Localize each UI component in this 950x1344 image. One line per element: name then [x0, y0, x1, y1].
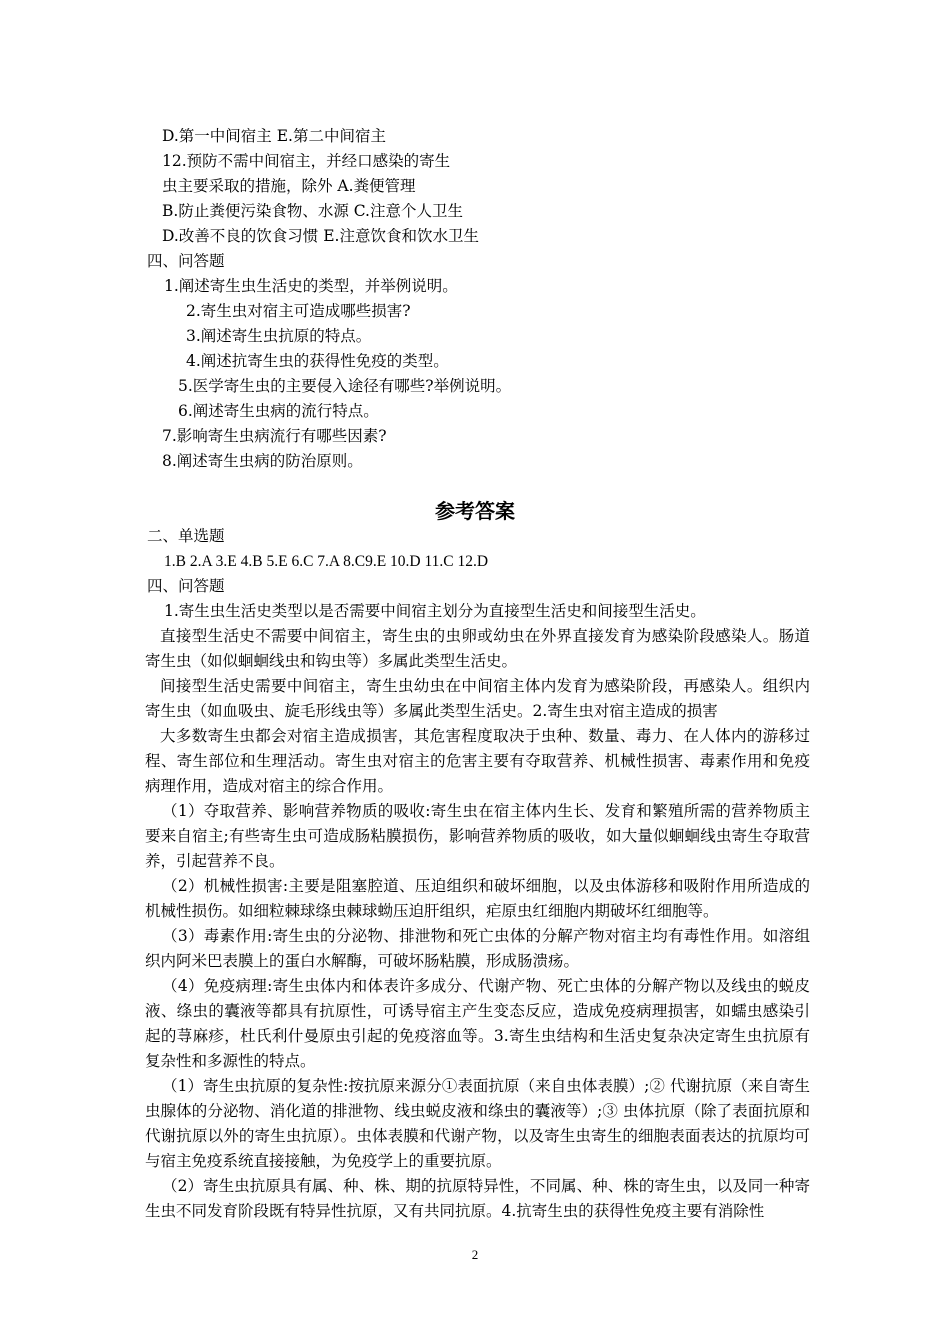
question-item: 6.阐述寄生虫病的流行特点。 — [178, 402, 379, 420]
answer-paragraph: （3）毒素作用:寄生虫的分泌物、排泄物和死亡虫体的分解产物对宿主均有毒性作用。如溶组织内阿米巴表膜上的蛋白水解酶，可破坏肠粘膜，形成肠溃疡。 — [145, 927, 810, 970]
question-item: 7.影响寄生虫病流行有哪些因素? — [162, 427, 387, 445]
answer-paragraph: （2）寄生虫抗原具有属、种、株、期的抗原特异性，不同属、种、株的寄生虫，以及同一种寄生虫不同发育阶段既有特异性抗原，又有共同抗原。4.抗寄生虫的获得性免疫主要有消除性 — [145, 1177, 810, 1220]
question-12: 12.预防不需中间宿主，并经口感染的寄生 — [162, 152, 451, 170]
question-item: 5.医学寄生虫的主要侵入途径有哪些?举例说明。 — [178, 377, 512, 395]
option-line: D.改善不良的饮食习惯 E.注意饮食和饮水卫生 — [162, 227, 479, 245]
answer-paragraph: 间接型生活史需要中间宿主，寄生虫幼虫在中间宿主体内发育为感染阶段，再感染人。组织内寄生虫（如血吸虫、旋毛形线虫等）多属此类型生活史。2.寄生虫对宿主造成的损害 — [145, 677, 810, 720]
answer-paragraph: （4）免疫病理:寄生虫体内和体表许多成分、代谢产物、死亡虫体的分解产物以及线虫的蜕皮液、绦虫的囊液等都具有抗原性，可诱导宿主产生变态反应，造成免疫病理损害，如蠕虫感染引起的荨麻疹，杜氏利什曼原虫引起的免疫溶血等。3.寄生虫结构和生活史复杂决定寄生虫抗原有复杂性和多源性的特点。 — [145, 977, 810, 1070]
answers-title: 参考答案 — [435, 499, 515, 523]
answer-paragraph: （2）机械性损害:主要是阻塞腔道、压迫组织和破坏细胞，以及虫体游移和吸附作用所造成的机械性损伤。如细粒棘球绦虫棘球蚴压迫肝组织，疟原虫红细胞内期破坏红细胞等。 — [145, 877, 810, 920]
answer-paragraph: 大多数寄生虫都会对宿主造成损害，其危害程度取决于虫种、数量、毒力、在人体内的游移过程、寄生部位和生理活动。寄生虫对宿主的危害主要有夺取营养、机械性损害、毒素作用和免疫病理作用，造成对宿主的综合作用。 — [145, 727, 810, 795]
question-item: 1.阐述寄生虫生活史的类型，并举例说明。 — [164, 277, 458, 295]
answer-paragraph: （1）寄生虫抗原的复杂性:按抗原来源分①表面抗原（来自虫体表膜）;② 代谢抗原（来自寄生虫腺体的分泌物、消化道的排泄物、线虫蜕皮液和绦虫的囊液等）;③ 虫体抗原（除了表面抗原和代谢抗原以外的寄生虫抗原）。虫体表膜和代谢产物，以及寄生虫寄生的细胞表面表达的抗原均可与宿主免疫系统直接接触，为免疫学上的重要抗原。 — [145, 1077, 810, 1170]
answer-paragraph: 1.寄生虫生活史类型以是否需要中间宿主划分为直接型生活史和间接型生活史。 — [164, 602, 706, 620]
answer-paragraph: 直接型生活史不需要中间宿主，寄生虫的虫卵或幼虫在外界直接发育为感染阶段感染人。肠道寄生虫（如似蛔蛔线虫和钩虫等）多属此类型生活史。 — [145, 627, 810, 670]
question-item: 2.寄生虫对宿主可造成哪些损害? — [186, 302, 411, 320]
section-heading: 四、问答题 — [147, 252, 225, 270]
answer-paragraph: （1）夺取营养、影响营养物质的吸收:寄生虫在宿主体内生长、发育和繁殖所需的营养物质主要来自宿主;有些寄生虫可造成肠粘膜损伤，影响营养物质的吸收，如大量似蛔蛔线虫寄生夺取营养，引起营养不良。 — [145, 802, 810, 870]
question-item: 4.阐述抗寄生虫的获得性免疫的类型。 — [186, 352, 449, 370]
question-item: 3.阐述寄生虫抗原的特点。 — [186, 327, 372, 345]
section-heading: 二、单选题 — [147, 527, 225, 545]
question-item: 8.阐述寄生虫病的防治原则。 — [162, 452, 363, 470]
section-heading: 四、问答题 — [147, 577, 225, 595]
single-choice-answers: 1.B 2.A 3.E 4.B 5.E 6.C 7.A 8.C9.E 10.D 11.C 12.D — [164, 553, 489, 570]
page-number: 2 — [471, 1247, 479, 1262]
option-line: B.防止粪便污染食物、水源 C.注意个人卫生 — [162, 202, 463, 220]
option-line: D.第一中间宿主 E.第二中间宿主 — [162, 127, 386, 145]
question-12-cont: 虫主要采取的措施，除外 A.粪便管理 — [162, 177, 416, 195]
